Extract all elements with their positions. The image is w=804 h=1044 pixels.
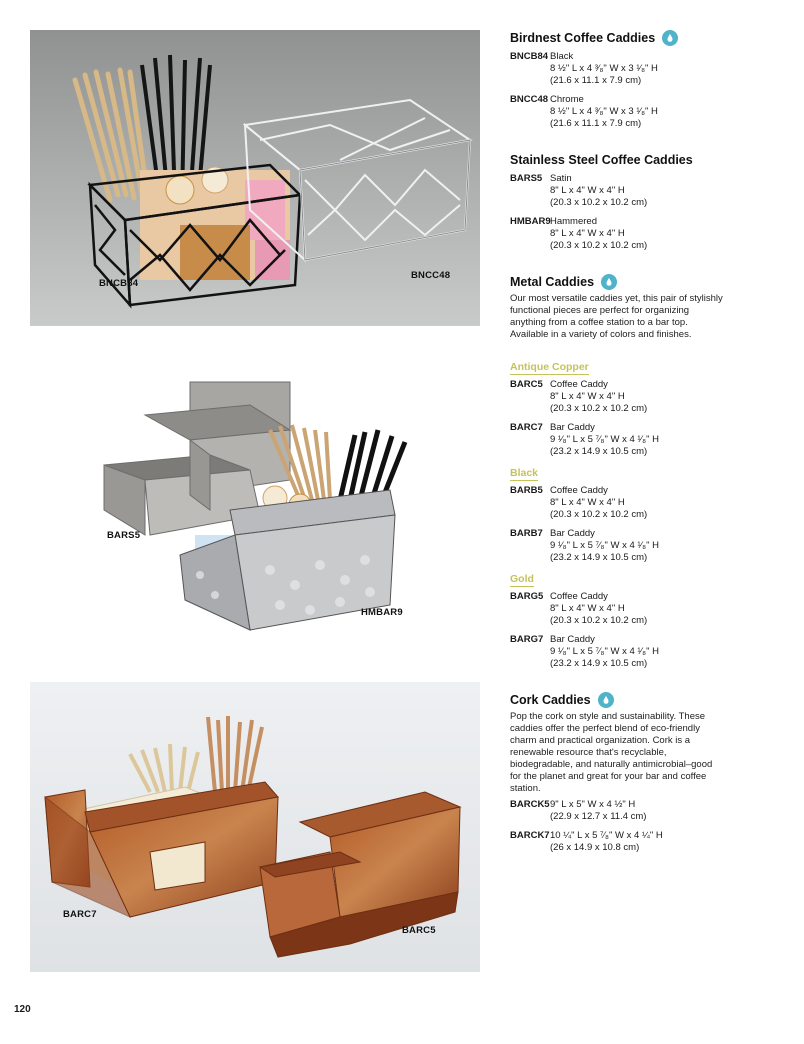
section-title-metal: [510, 274, 617, 290]
product-description: Satin 8" L x 4" W x 4" H (20.3 x 10.2 x 10.2 cm): [550, 173, 648, 209]
product-item-bncb84: [510, 51, 658, 88]
section-title-birdnest: [510, 30, 678, 46]
photo-birdnest-caddies: [30, 30, 480, 326]
subheading-black: Black: [510, 467, 539, 479]
photo-label-barc5: BARC5: [402, 925, 436, 936]
product-sku: BARC7: [510, 422, 543, 433]
section-title-stainless-text: Stainless Steel Coffee Caddies: [510, 153, 693, 167]
product-item-barg5: [510, 591, 647, 628]
photo-stainless-caddies: [100, 370, 430, 650]
product-description: Coffee Caddy 8" L x 4" W x 4" H (20.3 x 10.2 x 10.2 cm): [550, 485, 648, 521]
section-title-metal-text: Metal Caddies: [510, 275, 595, 289]
section-paragraph-metal: Our most versatile caddies yet, this pair of stylishly functional pieces are perfect for organizing anything from a coffee station to a bar top. Available in a variety of colors and finishes.: [510, 293, 723, 340]
water-drop-icon: [598, 692, 614, 708]
product-item-barg7: [510, 634, 659, 671]
product-item-bars5: [510, 173, 647, 210]
photo-label-barc7: BARC7: [63, 909, 97, 920]
section-title-cork-text: Cork Caddies: [510, 693, 591, 707]
product-item-barc7: [510, 422, 659, 459]
photo-label-bncc48: BNCC48: [411, 270, 451, 281]
section-title-cork: [510, 692, 614, 708]
product-description: 10 ¼" L x 5 ⁷⁄₈" W x 4 ¼" H (26 x 14.9 x 10.8 cm): [550, 830, 663, 854]
product-item-barck5: [510, 799, 646, 823]
product-sku: BARS5: [510, 173, 543, 184]
product-item-barck7: [510, 830, 663, 854]
product-description: Bar Caddy 9 ¹⁄₈" L x 5 ⁷⁄₈" W x 4 ¹⁄₈" H (23.2 x 14.9 x 10.5 cm): [550, 634, 659, 670]
photo-label-bncb84: BNCB84: [99, 278, 139, 289]
product-item-barc5: [510, 379, 647, 416]
photo-label-hmbar9: HMBAR9: [361, 607, 403, 618]
section-title-stainless: [510, 153, 693, 167]
product-sku: BARC5: [510, 379, 543, 390]
product-sku: BARG7: [510, 634, 544, 645]
product-sku: BARCK5: [510, 799, 550, 810]
product-sku: HMBAR9: [510, 216, 551, 227]
water-drop-icon: [662, 30, 678, 46]
product-sku: BARG5: [510, 591, 544, 602]
section-paragraph-cork: Pop the cork on style and sustainability. These caddies offer the perfect blend of eco-friendly charm and practical organization. Cork is a renewable resource that's recyclable, biodegradable, and naturally antimicrobial–good for the planet and great for your bar and coffee station.: [510, 711, 713, 794]
product-sku: BNCC48: [510, 94, 549, 105]
page-number: 120: [14, 1004, 31, 1015]
product-description: 9" L x 5" W x 4 ½" H (22.9 x 12.7 x 11.4 cm): [550, 799, 647, 823]
product-sku: BARB5: [510, 485, 543, 496]
product-description: Coffee Caddy 8" L x 4" W x 4" H (20.3 x 10.2 x 10.2 cm): [550, 379, 648, 415]
product-description: Bar Caddy 9 ¹⁄₈" L x 5 ⁷⁄₈" W x 4 ¹⁄₈" H (23.2 x 14.9 x 10.5 cm): [550, 528, 659, 564]
product-item-barb7: [510, 528, 659, 565]
product-description: Chrome 8 ½" L x 4 ³⁄₈" W x 3 ¹⁄₈" H (21.6 x 11.1 x 7.9 cm): [550, 94, 658, 130]
product-description: Black 8 ½" L x 4 ³⁄₈" W x 3 ¹⁄₈" H (21.6 x 11.1 x 7.9 cm): [550, 51, 658, 87]
water-drop-icon: [601, 274, 617, 290]
product-description: Coffee Caddy 8" L x 4" W x 4" H (20.3 x 10.2 x 10.2 cm): [550, 591, 648, 627]
product-sku: BARCK7: [510, 830, 550, 841]
photo-label-bars5: BARS5: [107, 530, 141, 541]
subheading-gold: Gold: [510, 573, 534, 585]
subheading-antique-copper: Antique Copper: [510, 361, 589, 373]
product-sku: BNCB84: [510, 51, 549, 62]
product-item-bncc48: [510, 94, 658, 131]
section-title-birdnest-text: Birdnest Coffee Caddies: [510, 31, 656, 45]
product-description: Bar Caddy 9 ¹⁄₈" L x 5 ⁷⁄₈" W x 4 ¹⁄₈" H (23.2 x 14.9 x 10.5 cm): [550, 422, 659, 458]
product-description: Hammered 8" L x 4" W x 4" H (20.3 x 10.2 x 10.2 cm): [550, 216, 648, 252]
photo-copper-caddies: [30, 682, 480, 972]
product-sku: BARB7: [510, 528, 543, 539]
product-item-barb5: [510, 485, 647, 522]
product-item-hmbar9: [510, 216, 647, 253]
